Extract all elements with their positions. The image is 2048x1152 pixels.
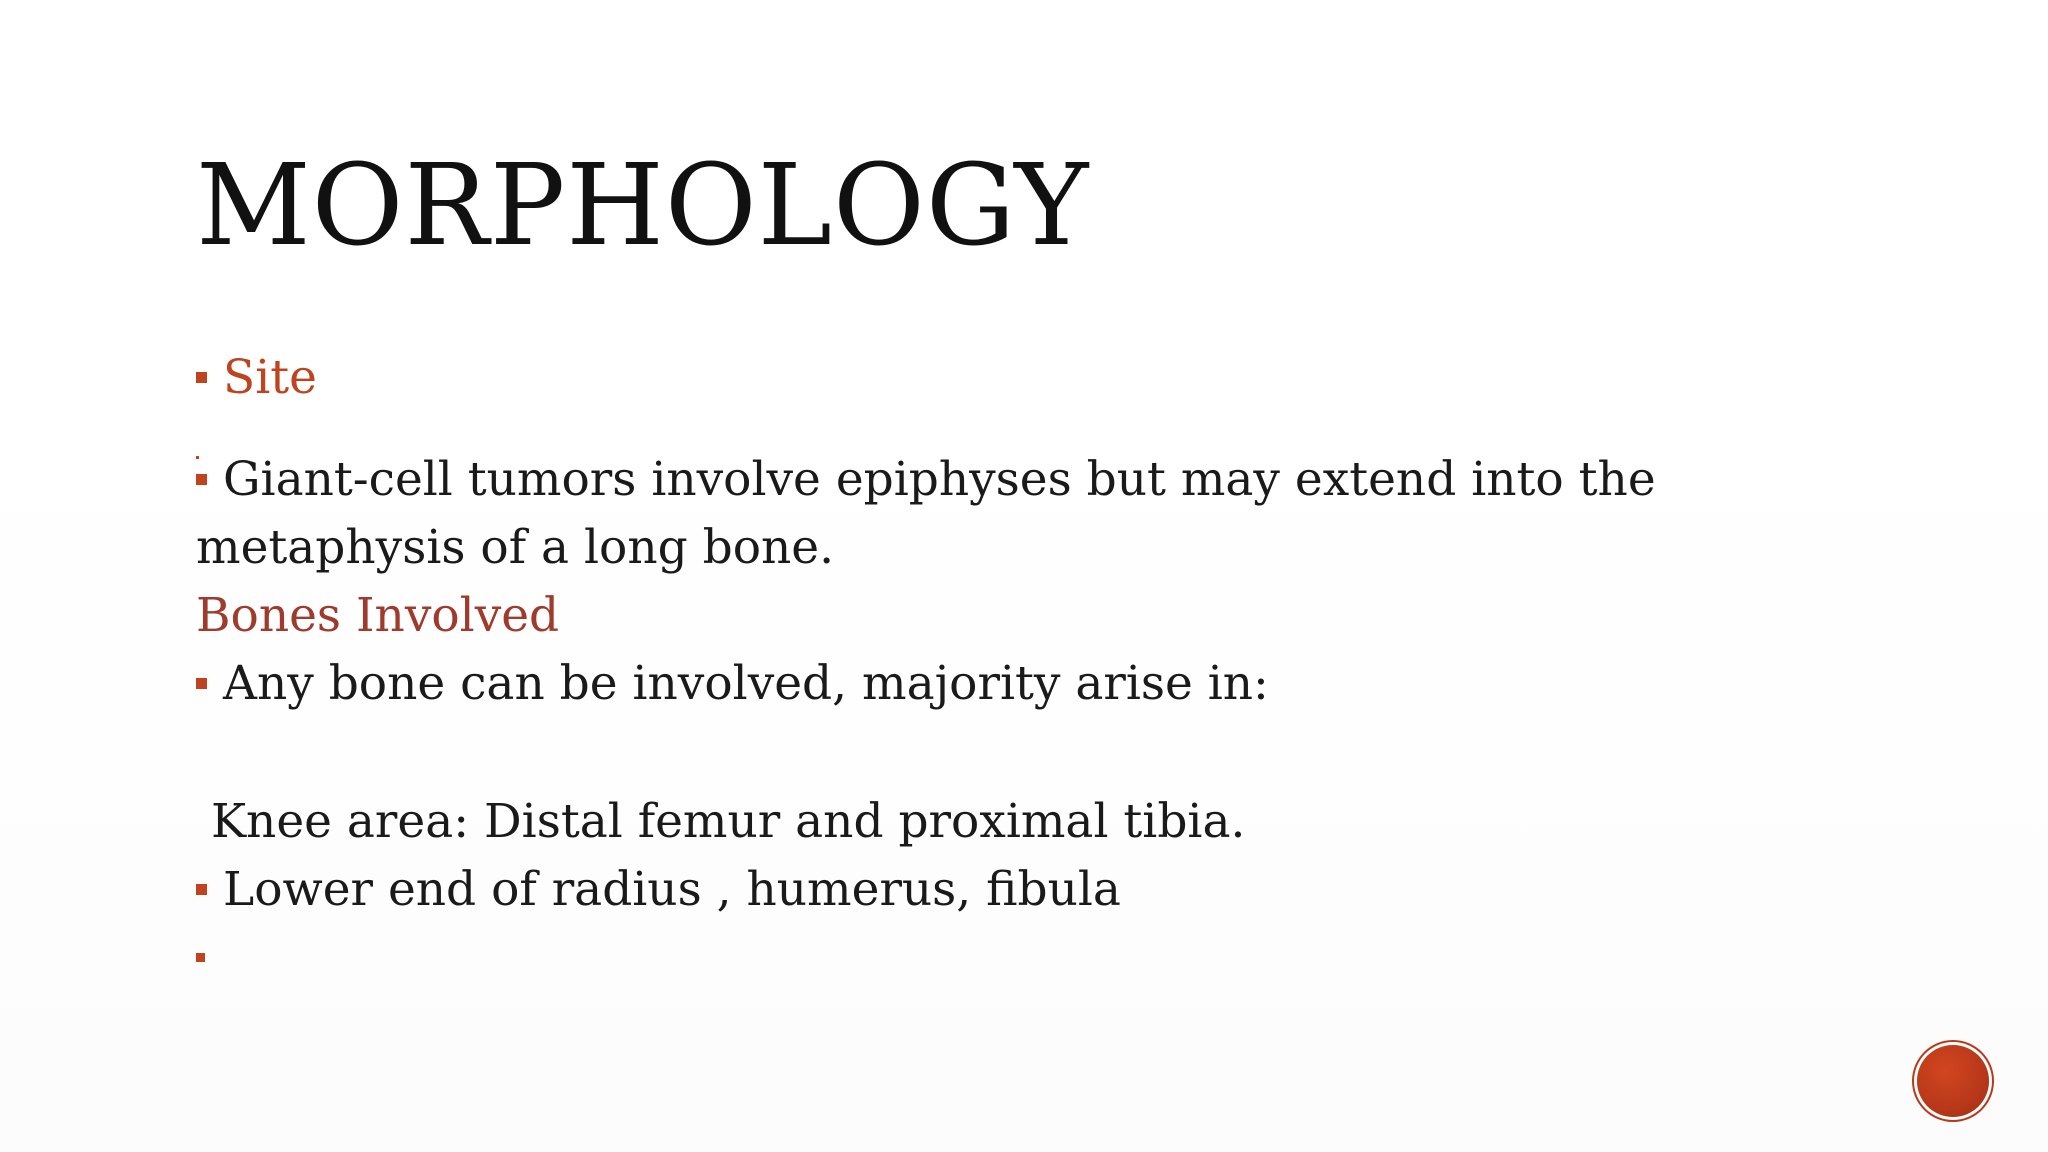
bones-involved-text: Bones Involved <box>196 588 560 643</box>
lower-end-text: Lower end of radius , humerus, fibula <box>223 862 1121 917</box>
bullet-lower-end <box>196 862 1121 917</box>
square-bullet-icon <box>196 884 207 895</box>
knee-area-line <box>196 794 1245 849</box>
square-bullet-icon <box>196 474 207 485</box>
circle-nav-button-icon[interactable] <box>1917 1045 1989 1117</box>
square-bullet-icon <box>196 953 205 962</box>
bullet-site <box>196 350 317 405</box>
square-bullet-icon <box>196 372 207 383</box>
any-bone-text: Any bone can be involved, majority arise in: <box>223 656 1269 711</box>
slide-title: MORPHOLOGY <box>196 141 1090 271</box>
site-heading: Site <box>223 350 317 405</box>
metaphysis-text: metaphysis of a long bone. <box>196 520 835 575</box>
giant-cell-text: Giant-cell tumors involve epiphyses but may extend into the <box>223 452 1656 507</box>
bullet-giant-cell <box>196 452 1656 507</box>
empty-bullet-line-bottom <box>196 930 221 985</box>
continuation-line <box>196 520 834 575</box>
bullet-any-bone <box>196 656 1269 711</box>
square-bullet-icon <box>196 678 207 689</box>
bones-involved-heading <box>196 588 559 643</box>
knee-area-text: Knee area: Distal femur and proximal tibia. <box>196 794 1246 849</box>
